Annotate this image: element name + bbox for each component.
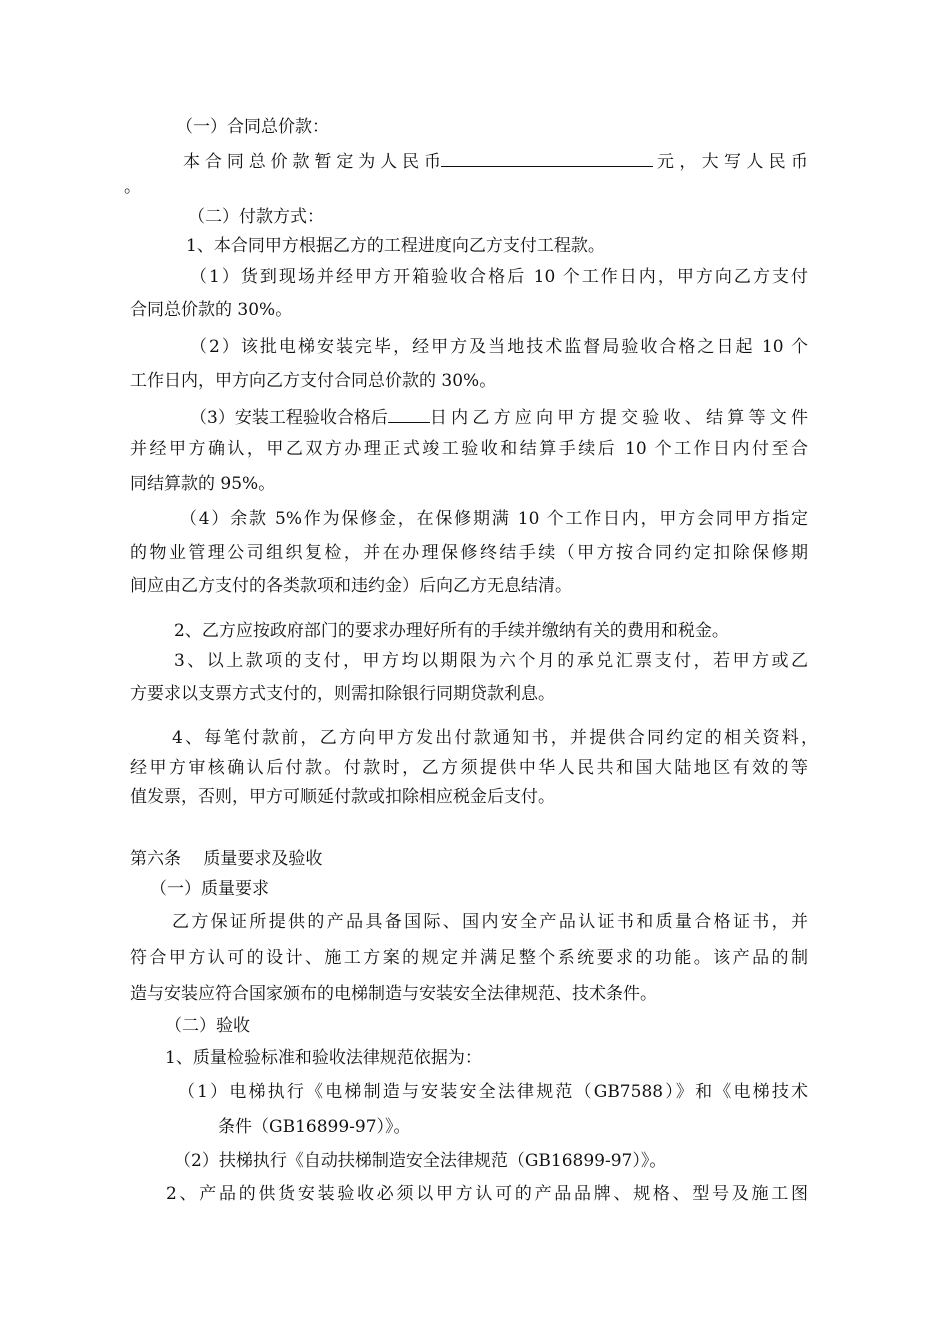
- payment-item-2-line-1: （2）该批电梯安装完毕，经甲方及当地技术监督局验收合格之日起 10 个: [190, 337, 808, 357]
- total-price-line: [183, 148, 808, 173]
- payment-item-3-line-3: 同结算款的 95%。: [130, 474, 276, 494]
- payment-clause-2: 2、乙方应按政府部门的要求办理好所有的手续并缴纳有关的费用和税金。: [174, 621, 729, 641]
- payment-item-3-text-b: 日内乙方应向甲方提交验收、结算等文件: [429, 408, 808, 428]
- payment-clause-4-line-2: 经甲方审核确认后付款。付款时，乙方须提供中华人民共和国大陆地区有效的等: [130, 758, 808, 778]
- payment-item-4-line-1: （4）余款 5%作为保修金，在保修期满 10 个工作日内，甲方会同甲方指定: [180, 509, 808, 529]
- payment-item-1-line-1: （1）货到现场并经甲方开箱验收合格后 10 个工作日内，甲方向乙方支付: [190, 267, 808, 287]
- total-price-line-end: 。: [124, 177, 141, 197]
- amount-blank: [441, 148, 653, 167]
- section-heading-payment: （二）付款方式：: [188, 207, 324, 227]
- payment-item-4-line-2: 的物业管理公司组织复检，并在办理保修终结手续（甲方按合同约定扣除保修期: [130, 543, 808, 563]
- acceptance-clause-1: 1、质量检验标准和验收法律规范依据为：: [165, 1048, 482, 1068]
- total-price-label: 本合同总价款暂定为人民币: [183, 152, 441, 172]
- amount-in-words-label: 元，大写人民币: [657, 152, 808, 172]
- payment-item-4-line-3: 间应由乙方支付的各类款项和违约金）后向乙方无息结清。: [130, 576, 572, 596]
- payment-clause-3-line-1: 3、以上款项的支付，甲方均以期限为六个月的承兑汇票支付，若甲方或乙: [174, 651, 808, 671]
- section-heading-acceptance: （二）验收: [165, 1016, 250, 1036]
- quality-line-2: 符合甲方认可的设计、施工方案的规定并满足整个系统要求的功能。该产品的制: [130, 948, 808, 968]
- payment-item-3-line-1: [190, 404, 808, 429]
- payment-clause-3-line-2: 方要求以支票方式支付的，则需扣除银行同期贷款利息。: [130, 684, 555, 704]
- payment-clause-4-line-3: 值发票，否则，甲方可顺延付款或扣除相应税金后支付。: [130, 787, 555, 807]
- payment-item-2-line-2: 工作日内，甲方向乙方支付合同总价款的 30%。: [130, 371, 497, 391]
- section-heading-total-price: （一）合同总价款：: [176, 117, 329, 137]
- quality-line-1: 乙方保证所提供的产品具备国际、国内安全产品认证书和质量合格证书，并: [172, 912, 808, 932]
- payment-clause-1: 1、本合同甲方根据乙方的工程进度向乙方支付工程款。: [186, 236, 605, 256]
- payment-item-1-line-2: 合同总价款的 30%。: [130, 300, 293, 320]
- acceptance-clause-2: 2、产品的供货安装验收必须以甲方认可的产品品牌、规格、型号及施工图: [166, 1184, 808, 1204]
- acceptance-item-2: （2）扶梯执行《自动扶梯制造安全法律规范（GB16899-97）》。: [174, 1151, 667, 1171]
- days-blank: [388, 404, 430, 423]
- payment-clause-4-line-1: 4、每笔付款前，乙方向甲方发出付款通知书，并提供合同约定的相关资料，: [172, 728, 818, 748]
- quality-line-3: 造与安装应符合国家颁布的电梯制造与安装安全法律规范、技术条件。: [130, 984, 657, 1004]
- section-heading-quality: （一）质量要求: [150, 879, 269, 899]
- payment-item-3-line-2: 并经甲方确认，甲乙双方办理正式竣工验收和结算手续后 10 个工作日内付至合: [130, 439, 808, 459]
- article-6-title: 第六条 质量要求及验收: [130, 849, 323, 869]
- payment-item-3-text-a: （3）安装工程验收合格后: [190, 408, 388, 428]
- acceptance-item-1-line-2: 条件（GB16899-97）》。: [218, 1117, 411, 1137]
- acceptance-item-1-line-1: （1）电梯执行《电梯制造与安装安全法律规范（GB7588）》和《电梯技术: [178, 1082, 808, 1102]
